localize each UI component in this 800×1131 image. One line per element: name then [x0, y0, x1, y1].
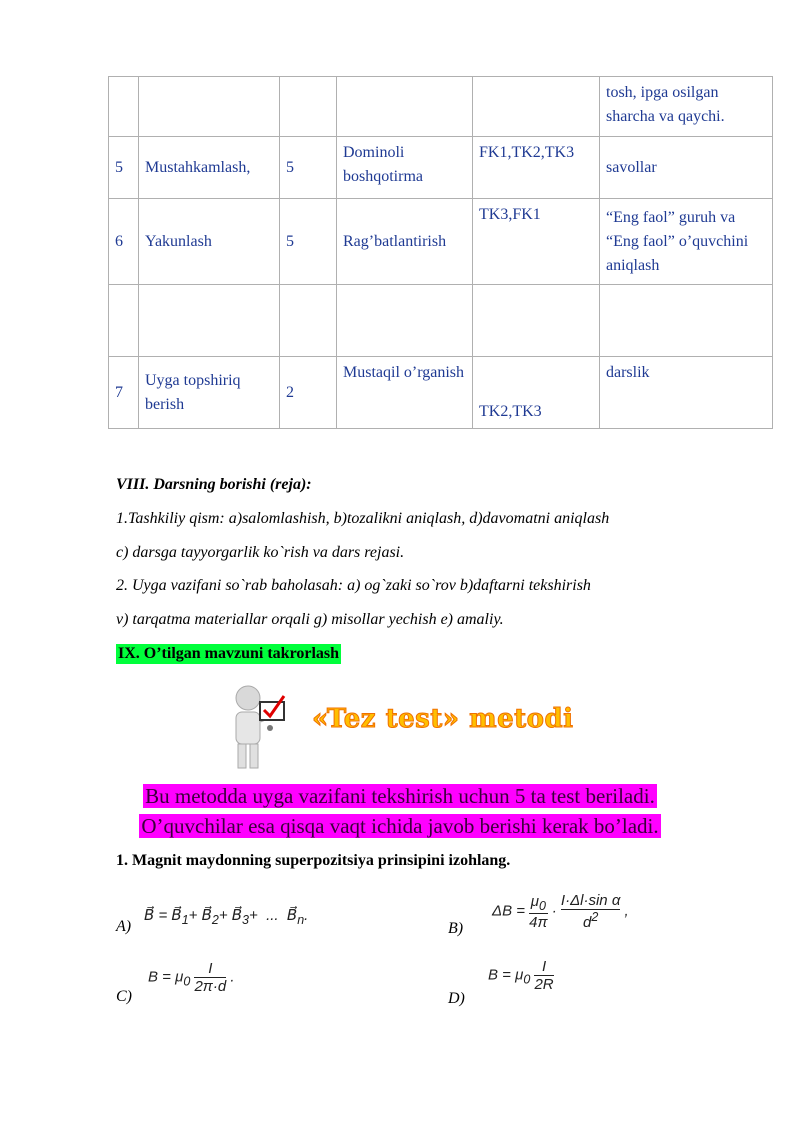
- plan-line-4: v) tarqatma materiallar orqali g) misollar yechish e) amaliy.: [116, 611, 504, 628]
- plan-line-3: 2. Uyga vazifani so`rab baholasah: a) og`zaki so`rov b)daftarni tekshirish: [116, 577, 591, 594]
- section-9-title: IX. O’tilgan mavzuni takrorlash: [118, 645, 340, 662]
- cell-method: Rag’batlantirish: [337, 199, 473, 285]
- cell-time: 2: [280, 357, 337, 429]
- cell-method: [337, 285, 473, 357]
- pink-note-1: [0, 784, 800, 809]
- cell-resource: “Eng faol” guruh va “Eng faol” o’quvchini aniqlash: [600, 199, 773, 285]
- cell-stage: Yakunlash: [139, 199, 280, 285]
- option-c-formula: $B = \mu_0$ I 2π·d .: [148, 960, 235, 995]
- cell-num: 5: [109, 137, 139, 199]
- option-b-label: B): [448, 920, 464, 937]
- table-row: [109, 357, 773, 429]
- table-row: [109, 137, 773, 199]
- cell-time: [280, 285, 337, 357]
- pink-note-2-text: O’quvchilar esa qisqa vaqt ichida javob berishi kerak bo’ladi.: [141, 814, 659, 838]
- cell-stage: [139, 285, 280, 357]
- option-d-label: D): [448, 990, 465, 1007]
- cell-num: 6: [109, 199, 139, 285]
- lesson-plan-table: [108, 76, 773, 429]
- plan-line-1: 1.Tashkiliy qism: a)salomlashish, b)tozalikni aniqlash, d)davomatni aniqlash: [116, 510, 610, 527]
- cell-time: 5: [280, 137, 337, 199]
- cell-stage: Mustahkamlash,: [139, 137, 280, 199]
- cell-time: 5: [280, 199, 337, 285]
- cell-competency: [473, 77, 600, 137]
- cell-competency: FK1,TK2,TK3: [473, 137, 600, 199]
- method-banner: «Tez test» metodi: [312, 704, 574, 734]
- cell-competency: TK2,TK3: [473, 357, 600, 429]
- cell-competency: [473, 285, 600, 357]
- option-c-label: C): [116, 988, 132, 1005]
- option-a-formula: B⃗ = $B⃗_1+$ $B⃗_2+$ $B⃗_3+$ ... $B⃗_n$.: [144, 907, 309, 927]
- cell-stage: [139, 77, 280, 137]
- table-row: [109, 77, 773, 137]
- cell-num: [109, 77, 139, 137]
- option-b-formula: ΔB = $\mu_0$ 4π · I·Δl·sin α $d^2$ ,: [492, 892, 629, 931]
- cell-method: [337, 77, 473, 137]
- plan-line-2: c) darsga tayyorgarlik ko`rish va dars rejasi.: [116, 544, 405, 561]
- cell-time: [280, 77, 337, 137]
- cell-method: Dominoli boshqotirma: [337, 137, 473, 199]
- cell-method: Mustaqil o’rganish: [337, 357, 473, 429]
- table-row: [109, 285, 773, 357]
- cell-num: [109, 285, 139, 357]
- table-row: [109, 199, 773, 285]
- option-a-label: A): [116, 918, 132, 935]
- cell-competency: TK3,FK1: [473, 199, 600, 285]
- cell-resource: tosh, ipga osilgan sharcha va qaychi.: [600, 77, 773, 137]
- option-d-formula: $B = \mu_0$ I 2R: [488, 958, 554, 993]
- pink-note-1-text: Bu metodda uyga vazifani tekshirish uchun 5 ta test beriladi.: [145, 784, 655, 808]
- question-1: 1. Magnit maydonning superpozitsiya prinsipini izohlang.: [116, 852, 511, 869]
- cell-resource: darslik: [600, 357, 773, 429]
- cell-num: 7: [109, 357, 139, 429]
- cell-resource: savollar: [600, 137, 773, 199]
- section-8-title: VIII. Darsning borishi (reja):: [116, 476, 312, 493]
- pink-note-2: [0, 814, 800, 839]
- cell-resource: [600, 285, 773, 357]
- cell-stage: Uyga topshiriq berish: [139, 357, 280, 429]
